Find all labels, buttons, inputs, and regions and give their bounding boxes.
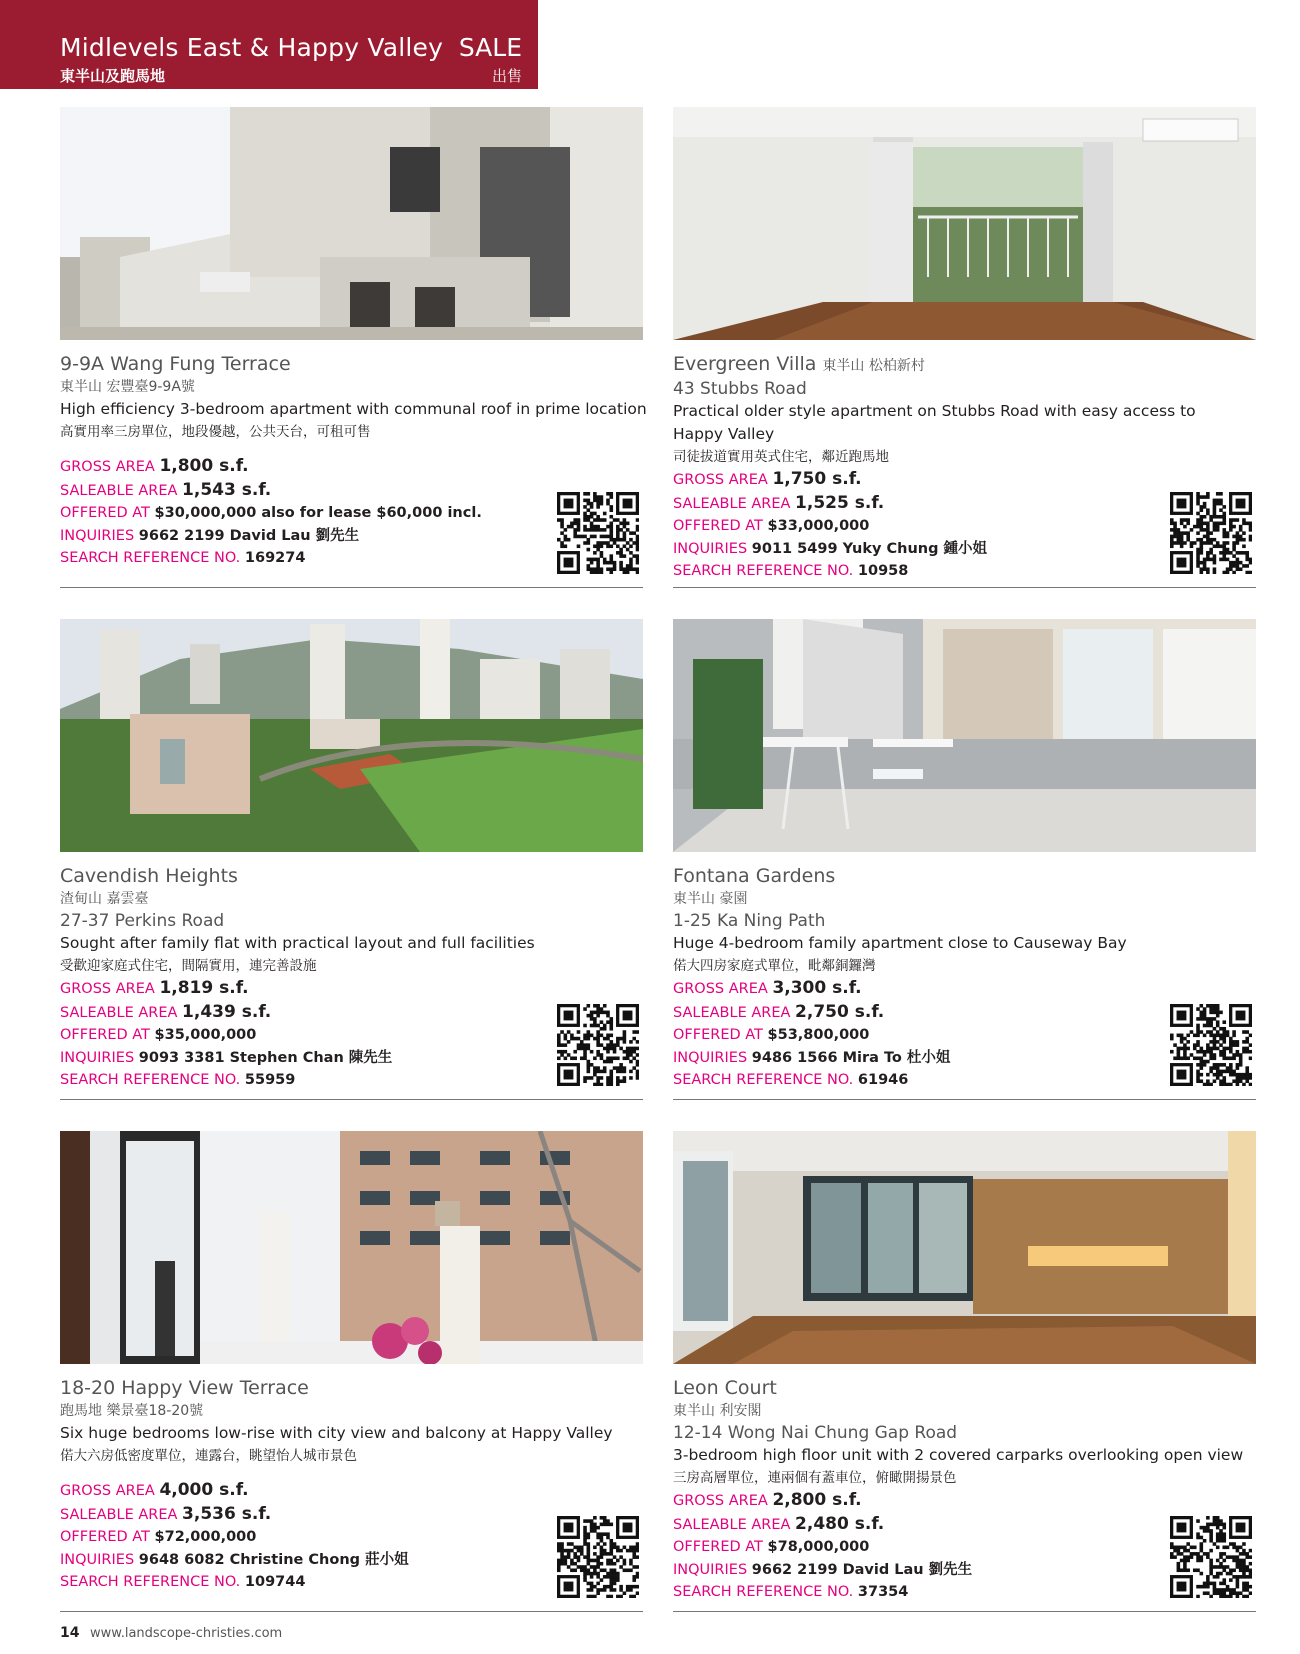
search-reference [673,1069,1256,1092]
saleable-area-value: 2,750 s.f. [795,1001,885,1022]
property-location-zh: 跑馬地 樂景臺18-20號 [60,1403,204,1419]
divider [673,1611,1256,1612]
saleable-area-value: 2,480 s.f. [795,1513,885,1534]
property-description: High efficiency 3-bedroom apartment with communal roof in prime location [60,400,647,418]
gross-area-value: 1,819 s.f. [159,978,249,998]
section-title-zh: 東半山及跑馬地 [60,67,166,85]
gross-area-value: 2,800 s.f. [772,1490,862,1510]
inquiries-label: INQUIRIES [673,540,748,557]
search-reference [673,560,1256,583]
property-photo [60,107,643,340]
search-ref-label: SEARCH REFERENCE NO. [60,550,241,566]
inquiries [673,1559,1256,1582]
search-ref-value: 61946 [857,1072,909,1088]
inquiries-value: 9093 3381 Stephen Chan 陳先生 [138,1049,393,1066]
property-location-zh: 渣甸山 嘉雲臺 [60,891,149,907]
gross-area [673,468,1256,492]
gross-area-value: 3,300 s.f. [772,978,862,998]
property-location-zh: 東半山 利安閣 [673,1403,762,1419]
property-location-zh: 東半山 宏豐臺9-9A號 [60,379,195,395]
offered-label: OFFERED AT [673,1027,763,1043]
gross-area [673,1489,1256,1513]
property-description: Sought after family flat with practical layout and full facilities [60,934,535,952]
saleable-area-label: SALEABLE AREA [60,482,178,499]
listing-details [60,1376,643,1594]
property-name-zh: 東半山 松柏新村 [822,358,925,374]
gross-area-label: GROSS AREA [60,459,155,475]
inquiries [673,1047,1256,1070]
listing-details [60,352,647,570]
inquiries-value: 9662 2199 David Lau 劉先生 [751,1561,973,1578]
property-address: 1-25 Ka Ning Path [673,911,826,931]
gross-area-value: 4,000 s.f. [159,1480,249,1500]
saleable-area-value: 1,525 s.f. [795,492,885,513]
offered-price [60,1526,643,1549]
offered-label: OFFERED AT [60,505,150,521]
property-description-zh: 偌大四房家庭式單位，毗鄰銅鑼灣 [673,958,876,974]
saleable-area [60,1503,643,1527]
gross-area [60,455,643,479]
property-photo [673,1131,1256,1364]
qr-code-icon[interactable] [1170,1516,1252,1598]
saleable-area-value: 1,439 s.f. [182,1001,272,1022]
property-name: 9-9A Wang Fung Terrace [60,353,291,375]
offered-label: OFFERED AT [60,1529,150,1545]
inquiries [60,1047,643,1070]
search-ref-label: SEARCH REFERENCE NO. [673,563,854,579]
offered-value: $53,800,000 [767,1027,870,1043]
gross-area-value: 1,800 s.f. [159,456,249,476]
saleable-area-value: 3,536 s.f. [182,1503,272,1524]
website-url[interactable]: www.landscope-christies.com [90,1626,283,1641]
listing-details [673,352,1256,583]
property-photo [673,619,1256,852]
qr-code-icon[interactable] [557,1516,639,1598]
property-description-zh: 受歡迎家庭式住宅，間隔實用，連完善設施 [60,958,317,974]
property-description-zh: 偌大六房低密度單位，連露台，眺望怡人城市景色 [60,1448,357,1464]
offered-price [60,1024,643,1047]
search-ref-label: SEARCH REFERENCE NO. [60,1574,241,1590]
offered-value: $33,000,000 [767,518,870,534]
sale-label: SALE [458,33,522,62]
offered-price [673,1536,1256,1559]
inquiries-value: 9011 5499 Yuky Chung 鍾小姐 [751,540,988,557]
inquiries-value: 9662 2199 David Lau 劉先生 [138,527,360,544]
listing-details [60,864,643,1092]
property-description: Six huge bedrooms low-rise with city view and balcony at Happy Valley [60,1424,613,1442]
divider [60,1099,643,1100]
inquiries-value: 9486 1566 Mira To 杜小姐 [751,1049,951,1066]
gross-area-label: GROSS AREA [673,1493,768,1509]
qr-code-icon[interactable] [1170,492,1252,574]
saleable-area [673,492,1256,516]
inquiries [673,538,1256,561]
sale-label-zh: 出售 [491,67,522,85]
search-reference [60,1069,643,1092]
inquiries-label: INQUIRIES [60,527,135,544]
saleable-area-value: 1,543 s.f. [182,479,272,500]
gross-area-label: GROSS AREA [673,981,768,997]
property-address: 43 Stubbs Road [673,379,807,399]
section-title: Midlevels East & Happy Valley [60,33,444,62]
section-header [0,0,538,89]
gross-area [673,977,1256,1001]
gross-area-label: GROSS AREA [60,1483,155,1499]
offered-label: OFFERED AT [673,518,763,534]
property-description-zh: 三房高層單位，連兩個有蓋車位，俯瞰開揚景色 [673,1470,957,1486]
search-ref-label: SEARCH REFERENCE NO. [673,1072,854,1088]
inquiries-label: INQUIRIES [60,1049,135,1066]
property-name: Cavendish Heights [60,865,238,887]
offered-price [673,1024,1256,1047]
divider [60,587,643,588]
divider [673,587,1256,588]
inquiries [60,525,643,548]
qr-code-icon[interactable] [557,1004,639,1086]
property-description-cont: Happy Valley [673,425,775,443]
inquiries-label: INQUIRIES [60,1551,135,1568]
inquiries-label: INQUIRIES [673,1561,748,1578]
page-number: 14 [60,1625,80,1641]
offered-value: $35,000,000 [154,1027,257,1043]
property-name-en: Evergreen Villa [673,353,817,375]
search-reference [673,1581,1256,1604]
offered-value: $78,000,000 [767,1539,870,1555]
divider [60,1611,643,1612]
property-description: 3-bedroom high floor unit with 2 covered carparks overlooking open view [673,1446,1244,1464]
search-ref-value: 10958 [857,563,909,579]
saleable-area-label: SALEABLE AREA [60,1506,178,1523]
saleable-area-label: SALEABLE AREA [673,1004,791,1021]
saleable-area [673,1001,1256,1025]
gross-area-label: GROSS AREA [60,981,155,997]
saleable-area [60,1001,643,1025]
search-reference [60,547,643,570]
qr-code-icon[interactable] [557,492,639,574]
search-ref-value: 55959 [244,1072,296,1088]
saleable-area-label: SALEABLE AREA [60,1004,178,1021]
gross-area-value: 1,750 s.f. [772,469,862,489]
search-ref-label: SEARCH REFERENCE NO. [60,1072,241,1088]
gross-area [60,1479,643,1503]
property-location-zh: 東半山 豪園 [673,891,748,907]
gross-area [60,977,643,1001]
property-name: Fontana Gardens [673,865,836,887]
search-ref-value: 169274 [244,550,306,566]
saleable-area-label: SALEABLE AREA [673,1516,791,1533]
property-photo [673,107,1256,340]
listing-details [673,864,1256,1092]
saleable-area [673,1513,1256,1537]
offered-price [673,515,1256,538]
offered-value: $72,000,000 [154,1529,257,1545]
property-description-zh: 高實用率三房單位，地段優越，公共天台，可租可售 [60,424,371,440]
inquiries [60,1549,643,1572]
offered-label: OFFERED AT [60,1027,150,1043]
property-photo [60,1131,643,1364]
offered-value: $30,000,000 also for lease $60,000 incl. [154,505,482,521]
property-name: Leon Court [673,1377,777,1399]
listing-details [673,1376,1256,1604]
qr-code-icon[interactable] [1170,1004,1252,1086]
property-description-zh: 司徒拔道實用英式住宅，鄰近跑馬地 [673,449,889,465]
divider [673,1099,1256,1100]
property-description: Huge 4-bedroom family apartment close to Causeway Bay [673,934,1127,952]
saleable-area [60,479,643,503]
offered-price [60,502,643,525]
property-description: Practical older style apartment on Stubbs Road with easy access to [673,402,1196,420]
property-name: 18-20 Happy View Terrace [60,1377,309,1399]
search-ref-value: 37354 [857,1584,909,1600]
property-address: 12-14 Wong Nai Chung Gap Road [673,1423,958,1443]
property-name [673,352,1256,378]
inquiries-label: INQUIRIES [673,1049,748,1066]
search-reference [60,1571,643,1594]
property-photo [60,619,643,852]
saleable-area-label: SALEABLE AREA [673,495,791,512]
property-address: 27-37 Perkins Road [60,911,225,931]
search-ref-label: SEARCH REFERENCE NO. [673,1584,854,1600]
search-ref-value: 109744 [244,1574,306,1590]
gross-area-label: GROSS AREA [673,472,768,488]
offered-label: OFFERED AT [673,1539,763,1555]
inquiries-value: 9648 6082 Christine Chong 莊小姐 [138,1551,409,1568]
